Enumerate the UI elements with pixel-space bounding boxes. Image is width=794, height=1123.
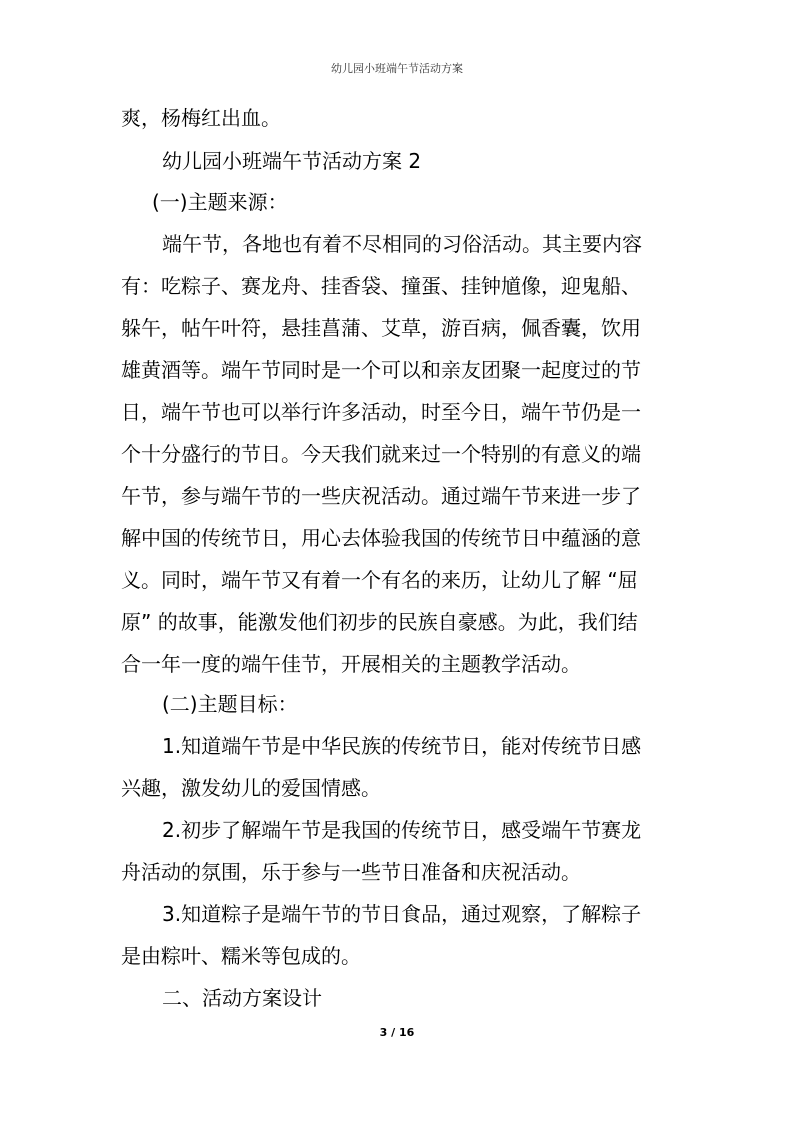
text-line: 躲午，帖午叶符，悬挂菖蒲、艾草，游百病，佩香囊，饮用: [121, 316, 641, 340]
text-line: 义。同时，端午节又有着一个有名的来历，让幼儿了解 “屈: [121, 568, 638, 592]
text-line: 是由粽叶、糯米等包成的。: [121, 944, 361, 968]
text-line: 个十分盛行的节日。今天我们就来过一个特别的有意义的端: [121, 442, 641, 466]
page-header: 幼儿园小班端午节活动方案: [331, 62, 463, 75]
text-line: 解中国的传统节日，用心去体验我国的传统节日中蕴涵的意: [121, 526, 641, 550]
text-line: 午节，参与端午节的一些庆祝活动。通过端午节来进一步了: [121, 484, 641, 508]
text-line: 3.知道粽子是端午节的节日食品，通过观察，了解粽子: [162, 902, 642, 926]
text-line: 日，端午节也可以举行许多活动，时至今日，端午节仍是一: [121, 400, 641, 424]
text-line: 雄黄酒等。端午节同时是一个可以和亲友团聚一起度过的节: [121, 358, 641, 382]
section-title: 幼儿园小班端午节活动方案 2: [162, 149, 422, 173]
subsection-heading: (一)主题来源：: [152, 190, 288, 214]
text-line: 端午节，各地也有着不尽相同的习俗活动。其主要内容: [162, 232, 642, 256]
text-line: 1.知道端午节是中华民族的传统节日，能对传统节日感: [162, 734, 642, 758]
text-line: 爽，杨梅红出血。: [121, 106, 281, 130]
page-number: 3 / 16: [379, 1026, 415, 1039]
text-line: 合一年一度的端午佳节，开展相关的主题教学活动。: [121, 652, 581, 676]
subsection-heading: (二)主题目标：: [162, 692, 298, 716]
text-line: 舟活动的氛围，乐于参与一些节日准备和庆祝活动。: [121, 860, 581, 884]
section-heading: 二、活动方案设计: [162, 986, 322, 1010]
text-line: 原” 的故事，能激发他们初步的民族自豪感。为此，我们结: [121, 610, 638, 634]
text-line: 2.初步了解端午节是我国的传统节日，感受端午节赛龙: [162, 818, 642, 842]
text-line: 兴趣，激发幼儿的爱国情感。: [121, 776, 381, 800]
text-line: 有：吃粽子、赛龙舟、挂香袋、撞蛋、挂钟馗像，迎鬼船、: [121, 274, 641, 298]
